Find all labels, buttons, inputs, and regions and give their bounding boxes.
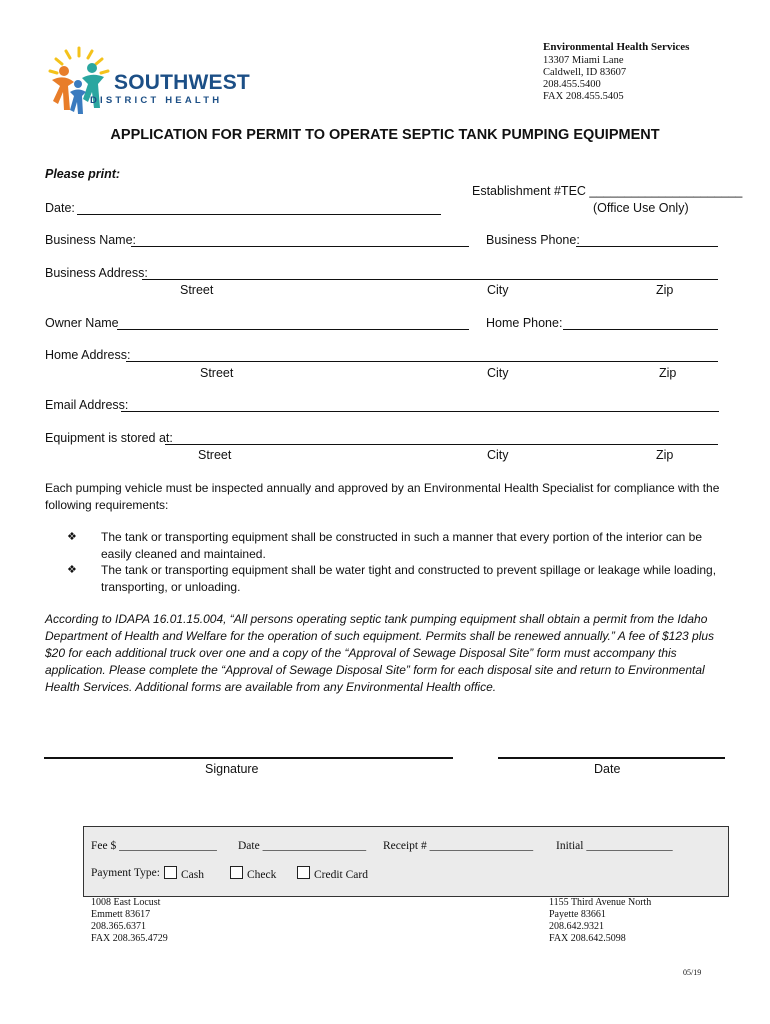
home-phone-field[interactable]: [563, 329, 718, 330]
receipt-field[interactable]: Receipt # __________________: [383, 840, 534, 852]
equipment-city-caption: City: [487, 448, 509, 462]
bullet-item: The tank or transporting equipment shall be constructed in such a manner that every portion of the interior can be easily cleaned and maintained.: [101, 530, 703, 561]
address-line1: 13307 Miami Lane: [543, 55, 624, 66]
business-name-field[interactable]: [131, 246, 469, 247]
signature-label: Signature: [205, 762, 259, 776]
home-city-caption: City: [487, 366, 509, 380]
sun-people-logo-icon: [44, 44, 114, 118]
cash-label: Cash: [181, 869, 204, 881]
phone: 208.455.5400: [543, 79, 601, 90]
payment-type-label: Payment Type:: [91, 867, 160, 879]
bullet-item: The tank or transporting equipment shall be water tight and constructed to prevent spillage or leakage while loading, transporting, or unloading.: [101, 563, 717, 594]
signature-date-label: Date: [594, 762, 621, 776]
credit-card-checkbox[interactable]: [297, 866, 310, 879]
address-line2: Caldwell, ID 83607: [543, 67, 627, 78]
home-address-field[interactable]: [126, 361, 718, 362]
business-city-caption: City: [487, 283, 509, 297]
business-address-field[interactable]: [142, 279, 718, 280]
business-zip-caption: Zip: [656, 283, 674, 297]
logo-text-district-health: DISTRICT HEALTH: [90, 95, 223, 106]
payette-office-address: 1155 Third Avenue North Payette 83661 208.642.9321 FAX 208.642.5098: [549, 897, 652, 944]
office-date-field[interactable]: Date __________________: [238, 840, 367, 852]
equipment-street-caption: Street: [198, 448, 232, 462]
home-phone-label: Home Phone:: [486, 316, 563, 330]
check-checkbox[interactable]: [230, 866, 243, 879]
fee-field[interactable]: Fee $ _________________: [91, 840, 217, 852]
signature-line[interactable]: [44, 757, 453, 759]
logo: [44, 44, 250, 118]
business-phone-field[interactable]: [576, 246, 718, 247]
check-label: Check: [247, 869, 277, 881]
payment-check-option[interactable]: [230, 866, 276, 881]
establishment-label: Establishment #TEC ______________________: [472, 184, 743, 198]
email-field[interactable]: [121, 411, 719, 412]
business-street-caption: Street: [180, 283, 214, 297]
date-label: Date:: [45, 201, 75, 215]
fax: FAX 208.455.5405: [543, 91, 624, 102]
emmett-office-address: 1008 East Locust Emmett 83617 208.365.6371 FAX 208.365.4729: [91, 897, 168, 944]
home-zip-caption: Zip: [659, 366, 677, 380]
equipment-field[interactable]: [165, 444, 718, 445]
signature-date-line[interactable]: [498, 757, 725, 759]
intro-paragraph: Each pumping vehicle must be inspected annually and approved by an Environmental Health Specialist for compliance with the following requirements:: [45, 481, 720, 512]
please-print: Please print:: [45, 167, 121, 181]
owner-name-field[interactable]: [117, 329, 469, 330]
owner-name-label: Owner Name: [45, 316, 119, 330]
page-title: APPLICATION FOR PERMIT TO OPERATE SEPTIC TANK PUMPING EQUIPMENT: [110, 127, 660, 143]
payment-credit-option[interactable]: [297, 866, 368, 881]
revision-date: 05/19: [683, 968, 702, 977]
logo-text-southwest: SOUTHWEST: [114, 71, 250, 94]
equipment-label: Equipment is stored at:: [45, 431, 173, 445]
business-name-label: Business Name:: [45, 233, 137, 247]
office-use-box: [83, 826, 729, 897]
bullet-diamond-icon: ❖: [67, 564, 77, 576]
idapa-paragraph: According to IDAPA 16.01.15.004, “All persons operating septic tank pumping equipment shall obtain a permit from the Idaho Department of Health and Welfare for the operation of such equipment. Permits shall be renewed annually.” A fee of $123 plus $20 for each additional truck over one and a copy of the “Approval of Sewage Disposal Site” form must accompany this application. Please complete the “Approval of Sewage Disposal Site” form for each disposal site and return to Environmental Health Services. Additional forms are available from any Environmental Health office.: [45, 612, 715, 694]
date-field[interactable]: [77, 214, 441, 215]
bullet-diamond-icon: ❖: [67, 531, 77, 543]
home-address-label: Home Address:: [45, 348, 131, 362]
credit-card-label: Credit Card: [314, 869, 368, 881]
header-contact: [543, 41, 689, 103]
business-address-label: Business Address:: [45, 266, 148, 280]
initial-field[interactable]: Initial _______________: [556, 840, 673, 852]
cash-checkbox[interactable]: [164, 866, 177, 879]
email-label: Email Address:: [45, 398, 129, 412]
business-phone-label: Business Phone:: [486, 233, 580, 247]
org-name: Environmental Health Services: [543, 41, 690, 53]
equipment-zip-caption: Zip: [656, 448, 674, 462]
home-street-caption: Street: [200, 366, 234, 380]
payment-cash-option[interactable]: [164, 866, 204, 881]
office-use-label: (Office Use Only): [593, 201, 689, 215]
